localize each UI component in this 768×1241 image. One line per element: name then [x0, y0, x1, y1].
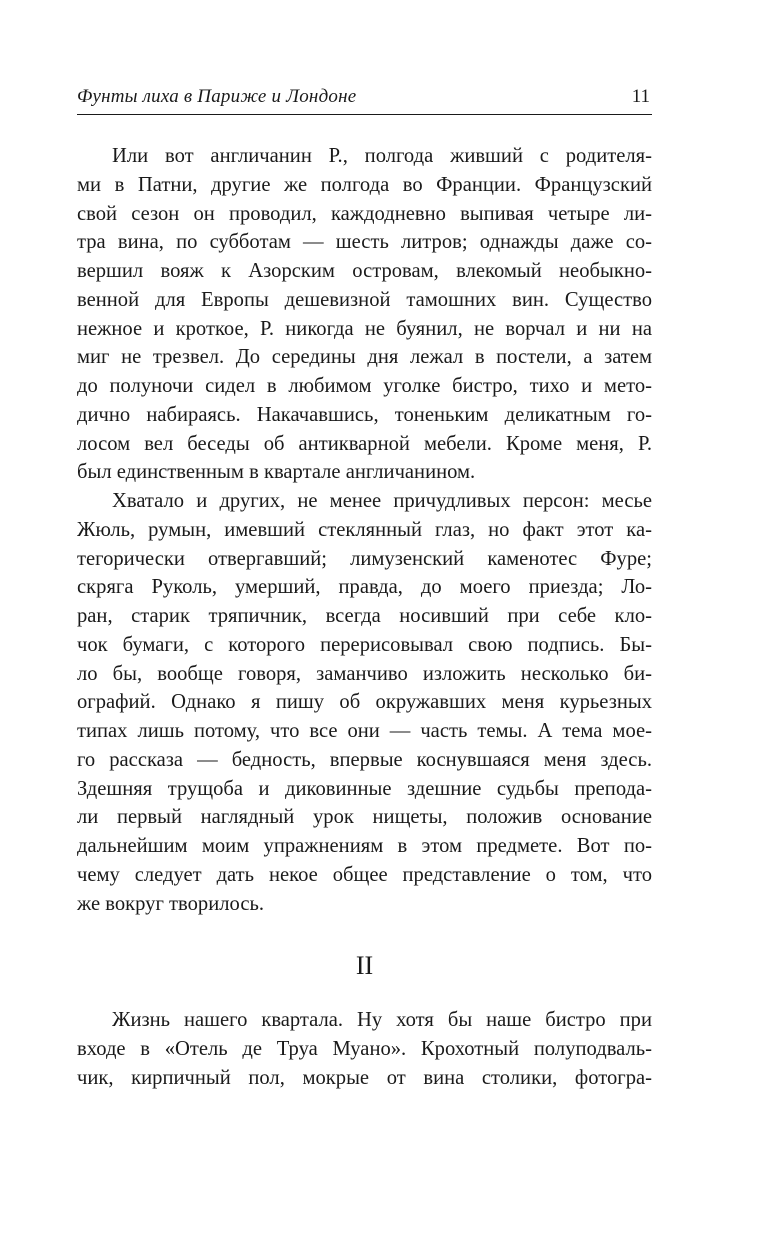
text-line: ли первый наглядный урок нищеты, положив основание [77, 806, 652, 829]
text-line: типах лишь потому, что все они — часть темы. А тема мое- [77, 720, 652, 742]
page-number: 11 [631, 86, 650, 107]
running-header [77, 84, 652, 115]
text-line: ографий. Однако я пишу об окружавших меня курьезных [77, 691, 652, 714]
text-line: миг не трезвел. До середины дня лежал в постели, а затем [77, 346, 652, 369]
running-title: Фунты лиха в Париже и Лондоне [77, 86, 357, 107]
text-line: входе в «Отель де Труа Муано». Крохотный полуподваль- [77, 1038, 652, 1060]
text-line: Хватало и других, не менее причудливых персон: месье [112, 490, 652, 512]
text-line: тра вина, по субботам — шесть литров; однажды даже со- [77, 231, 652, 254]
text-line: чок бумаги, с которого перерисовывал свою подпись. Бы- [77, 633, 652, 656]
text-line: го рассказа — бедность, впервые коснувшаяся меня здесь. [77, 748, 652, 771]
text-line: до полуночи сидел в любимом уголке бистро, тихо и мето- [77, 375, 652, 397]
text-line: дично набираясь. Накачавшись, тоненьким деликатным го- [77, 403, 652, 426]
text-line: скряга Руколь, умерший, правда, до моего приезда; Ло- [77, 576, 652, 599]
paragraph [77, 142, 652, 487]
text-line: ло бы, вообще говоря, заманчиво изложить несколько би- [77, 662, 652, 685]
text-line: же вокруг творилось. [77, 892, 265, 915]
text-line: венной для Европы дешевизной тамошних вин. Существо [77, 288, 652, 311]
text-line: чик, кирпичный пол, мокрые от вина столики, фотогра- [77, 1066, 652, 1089]
paragraph [77, 487, 652, 918]
text-line: свой сезон он проводил, каждодневно выпивая четыре ли- [77, 202, 652, 225]
text-line: нежное и кроткое, Р. никогда не буянил, не ворчал и ни на [77, 317, 652, 340]
text-line: вершил вояж к Азорским островам, влекомый необыкно- [77, 260, 652, 282]
body-text [77, 142, 652, 1093]
text-line: дальнейшим моим упражнениям в этом предмете. Вот по- [77, 835, 652, 857]
text-line: Жюль, румын, имевший стеклянный глаз, но факт этот ка- [77, 518, 652, 541]
paragraph [77, 1006, 652, 1092]
text-line: чему следует дать некое общее представление о том, что [77, 863, 652, 886]
text-line: тегорически отвергавший; лимузенский каменотес Фуре; [77, 547, 652, 570]
text-line: лосом вел беседы об антикварной мебели. Кроме меня, Р. [77, 432, 652, 455]
text-line: Жизнь нашего квартала. Ну хотя бы наше бистро при [112, 1009, 652, 1032]
book-page [77, 0, 652, 1241]
text-line: ран, старик тряпичник, всегда носивший при себе кло- [77, 605, 652, 627]
text-line: ми в Патни, другие же полгода во Франции. Французский [77, 173, 652, 196]
chapter-heading: II [355, 951, 374, 981]
text-line: Или вот англичанин Р., полгода живший с родителя- [112, 145, 652, 167]
text-line: был единственным в квартале англичанином. [77, 461, 476, 484]
text-line: Здешняя трущоба и диковинные здешние судьбы препода- [77, 777, 652, 800]
